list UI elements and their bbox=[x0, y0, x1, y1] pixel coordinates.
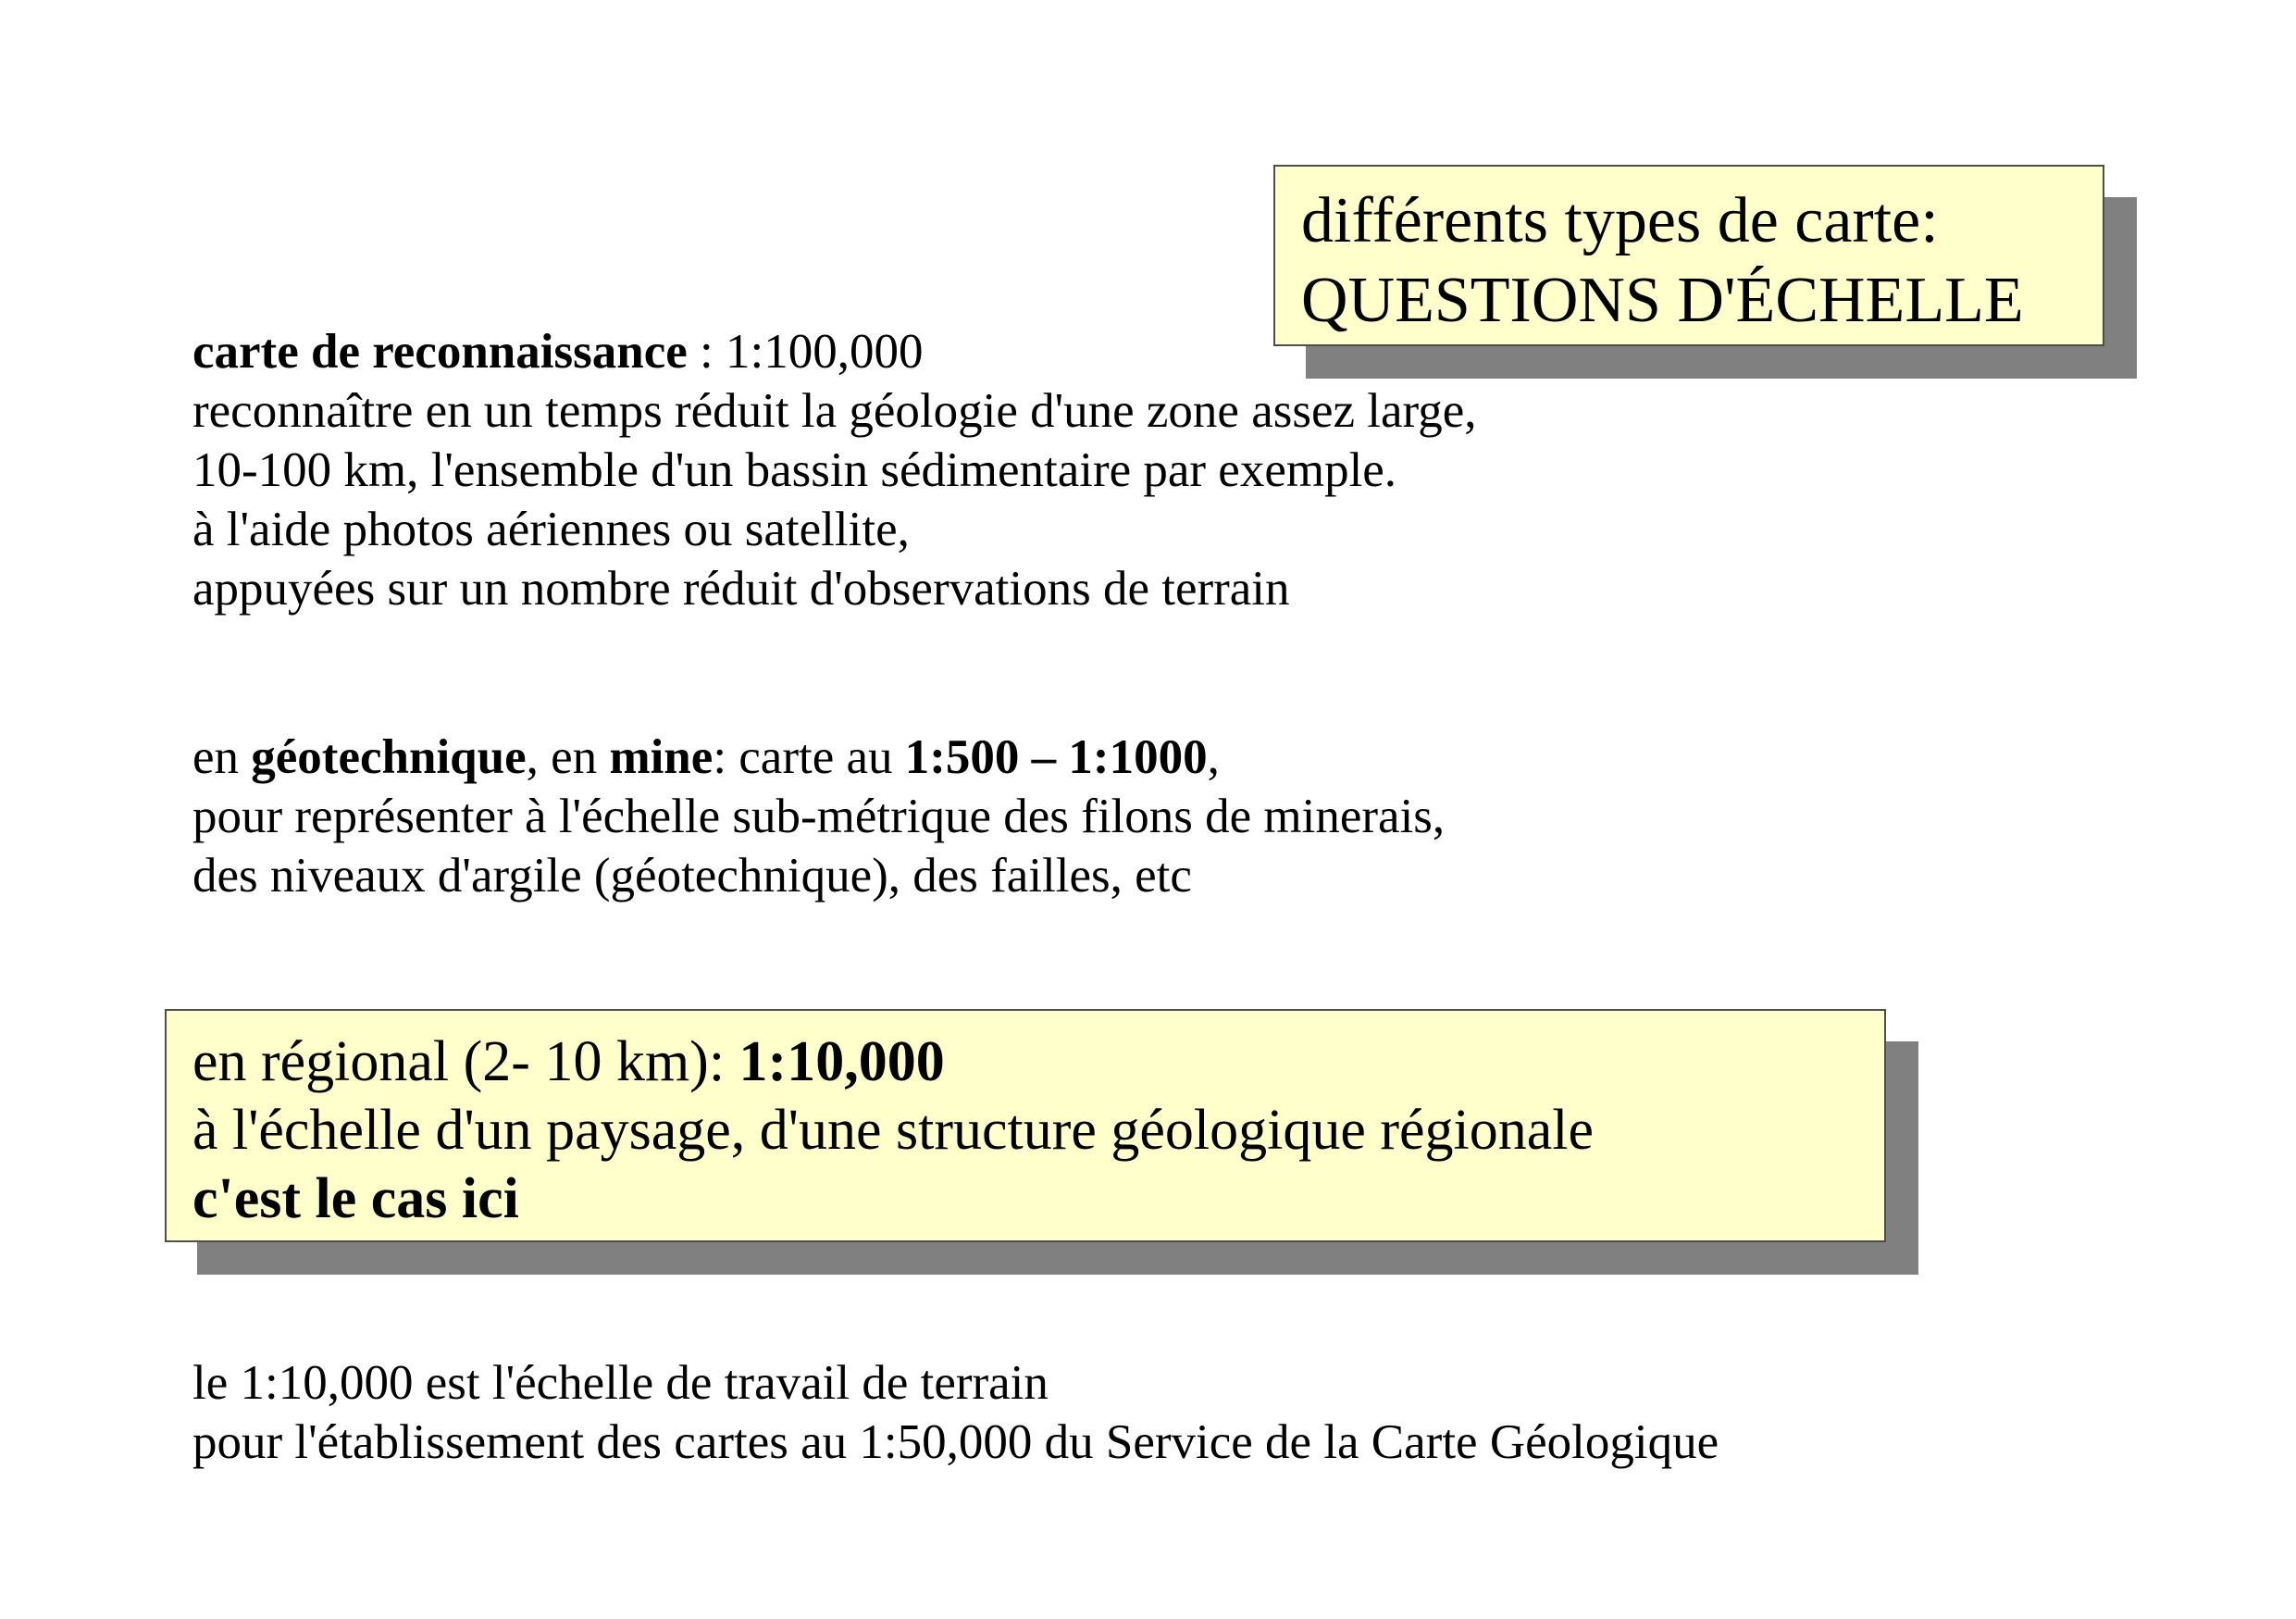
reconnaissance-heading bbox=[192, 322, 1477, 381]
regional-box bbox=[165, 1009, 1886, 1242]
geotechnique-section bbox=[192, 728, 1445, 905]
reconnaissance-line: reconnaître en un temps réduit la géologie d'une zone assez large, bbox=[192, 384, 1477, 438]
regional-line-3: c'est le cas ici bbox=[192, 1167, 519, 1230]
terrain-line: pour l'établissement des cartes au 1:50,000 du Service de la Carte Géologique bbox=[192, 1415, 1719, 1469]
geotechnique-separator: , en bbox=[526, 730, 610, 784]
reconnaissance-line: 10-100 km, l'ensemble d'un bassin sédimentaire par exemple. bbox=[192, 443, 1397, 497]
geotechnique-heading bbox=[192, 728, 1445, 787]
mine-bold: mine bbox=[609, 730, 714, 784]
carte-au-text: : carte au bbox=[713, 730, 905, 784]
regional-line-1 bbox=[192, 1027, 1884, 1096]
geotechnique-line: pour représenter à l'échelle sub-métrique des filons de minerais, bbox=[192, 790, 1446, 843]
geotechnique-bold: géotechnique bbox=[251, 730, 527, 784]
regional-scale: 1:10,000 bbox=[738, 1030, 945, 1093]
geotechnique-intro: en bbox=[192, 730, 252, 784]
title-box bbox=[1273, 165, 2104, 346]
regional-line-2: à l'échelle d'un paysage, d'une structure géologique régionale bbox=[192, 1099, 1595, 1162]
title-line-1: différents types de carte: bbox=[1301, 185, 1939, 256]
geotechnique-line: des niveaux d'argile (géotechnique), des failles, etc bbox=[192, 849, 1192, 903]
reconnaissance-heading-bold: carte de reconnaissance bbox=[192, 325, 688, 379]
title-line-2: QUESTIONS D'ÉCHELLE bbox=[1301, 265, 2024, 336]
geotechnique-comma: , bbox=[1207, 730, 1220, 784]
geotechnique-scale: 1:500 – 1:1000 bbox=[904, 730, 1208, 784]
reconnaissance-line: appuyées sur un nombre réduit d'observations de terrain bbox=[192, 562, 1290, 616]
reconnaissance-section bbox=[192, 322, 1477, 618]
reconnaissance-line: à l'aide photos aériennes ou satellite, bbox=[192, 503, 910, 556]
reconnaissance-scale: : 1:100,000 bbox=[687, 325, 924, 379]
terrain-section bbox=[192, 1353, 1719, 1472]
terrain-line: le 1:10,000 est l'échelle de travail de terrain bbox=[192, 1356, 1049, 1410]
regional-text: en régional (2- 10 km): bbox=[192, 1030, 739, 1093]
